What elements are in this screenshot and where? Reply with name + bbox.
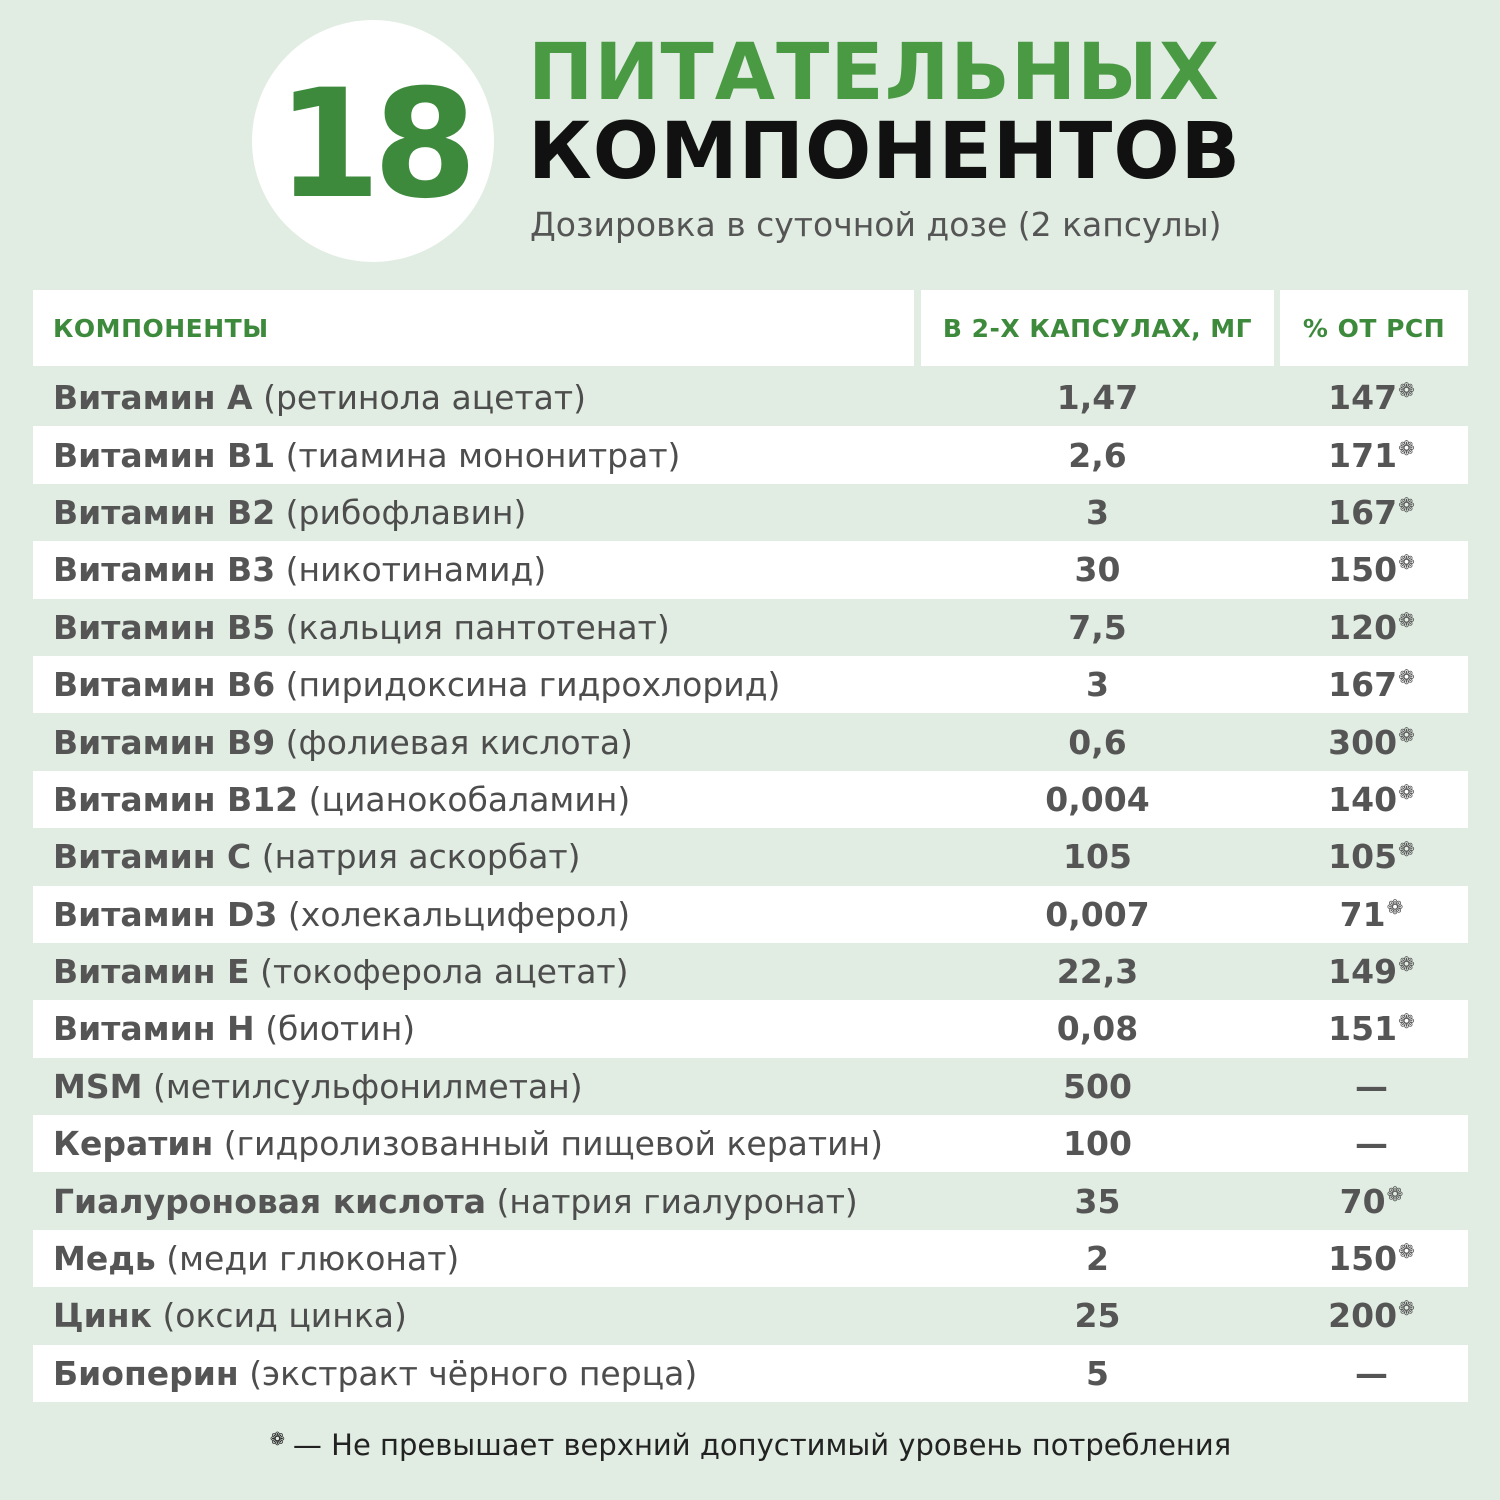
component-form: (пиридоксина гидрохлорид)	[285, 665, 781, 705]
table-row	[33, 426, 1468, 483]
star-icon: ❁	[1398, 952, 1415, 977]
rsp-cell	[1275, 493, 1468, 532]
rsp-cell	[1275, 837, 1468, 876]
rsp-cell	[1275, 1067, 1468, 1106]
component-cell	[33, 665, 920, 704]
rsp-value: 300	[1328, 722, 1398, 762]
amount-cell: 500	[1063, 1066, 1132, 1106]
table-row	[33, 713, 1468, 770]
table-row	[33, 369, 1468, 426]
table-row	[33, 484, 1468, 541]
amount-cell: 0,007	[1045, 894, 1150, 934]
star-icon: ❁	[1398, 837, 1415, 862]
amount-cell: 1,47	[1056, 378, 1139, 418]
component-name: Витамин Е	[53, 952, 250, 992]
header-components: КОМПОНЕНТЫ	[33, 290, 914, 366]
star-icon: ❁	[1398, 722, 1415, 747]
component-cell	[33, 952, 920, 991]
rsp-cell	[1275, 723, 1468, 762]
rsp-value: 147	[1328, 378, 1398, 418]
component-form: (токоферола ацетат)	[260, 952, 629, 992]
amount-cell: 0,6	[1068, 722, 1127, 762]
amount-cell: 2	[1086, 1239, 1109, 1279]
component-name: Цинк	[53, 1296, 152, 1336]
star-icon: ❁	[1398, 435, 1415, 460]
star-icon: ❁	[1398, 1239, 1415, 1264]
rsp-cell	[1275, 895, 1468, 934]
badge-circle	[252, 20, 494, 262]
star-icon: ❁	[1398, 607, 1415, 632]
component-name: Витамин В9	[53, 722, 276, 762]
component-form: (кальция пантотенат)	[285, 607, 670, 647]
component-cell	[33, 1182, 920, 1221]
component-cell	[33, 378, 920, 417]
component-cell	[33, 1239, 920, 1278]
table-row	[33, 828, 1468, 885]
component-form: (меди глюконат)	[166, 1239, 460, 1279]
star-icon: ❁	[1398, 1296, 1415, 1321]
rsp-cell	[1275, 1239, 1468, 1278]
rsp-cell	[1275, 1124, 1468, 1163]
table-row	[33, 886, 1468, 943]
rsp-cell	[1275, 436, 1468, 475]
table-row	[33, 1172, 1468, 1229]
component-cell	[33, 436, 920, 475]
component-cell	[33, 1124, 920, 1163]
header-amount: В 2-Х КАПСУЛАХ, МГ	[921, 290, 1274, 366]
title-line-1: ПИТАТЕЛЬНЫХ	[528, 28, 1221, 118]
component-form: (никотинамид)	[285, 550, 547, 590]
component-name: Витамин Н	[53, 1009, 255, 1049]
component-name: Биоперин	[53, 1353, 239, 1393]
table-header	[33, 290, 1468, 366]
component-name: Витамин С	[53, 837, 252, 877]
component-name: Кератин	[53, 1124, 214, 1164]
rsp-value: 71	[1339, 894, 1386, 934]
table-row	[33, 1345, 1468, 1402]
rsp-cell	[1275, 1182, 1468, 1221]
rsp-value: 171	[1328, 435, 1398, 475]
component-cell	[33, 1067, 920, 1106]
rsp-value: 70	[1339, 1181, 1386, 1221]
rsp-value: 200	[1328, 1296, 1398, 1336]
table-row	[33, 1115, 1468, 1172]
component-form: (натрия гиалуронат)	[496, 1181, 858, 1221]
table-row	[33, 656, 1468, 713]
component-cell	[33, 780, 920, 819]
table-row	[33, 1000, 1468, 1057]
title-line-2: КОМПОНЕНТОВ	[528, 107, 1242, 197]
component-form: (гидролизованный пищевой кератин)	[223, 1124, 884, 1164]
amount-cell: 100	[1063, 1124, 1132, 1164]
rsp-value: 149	[1328, 952, 1398, 992]
rsp-cell	[1275, 550, 1468, 589]
table-row	[33, 943, 1468, 1000]
component-form: (метилсульфонилметан)	[152, 1066, 583, 1106]
table-row	[33, 1058, 1468, 1115]
star-icon: ❁	[1386, 1181, 1404, 1206]
component-name: Медь	[53, 1239, 156, 1279]
footnote-star-icon: ❁	[269, 1429, 285, 1450]
rsp-value: —	[1355, 1124, 1388, 1164]
rsp-cell	[1275, 608, 1468, 647]
component-cell	[33, 493, 920, 532]
footnote-text: — Не превышает верхний допустимый уровень потребления	[292, 1428, 1232, 1462]
amount-cell: 0,004	[1045, 779, 1150, 819]
amount-cell: 7,5	[1068, 607, 1127, 647]
nutrient-table	[33, 290, 1468, 1402]
component-form: (экстракт чёрного перца)	[249, 1353, 698, 1393]
component-cell	[33, 1009, 920, 1048]
amount-cell: 35	[1074, 1181, 1121, 1221]
rsp-cell	[1275, 378, 1468, 417]
component-form: (ретинола ацетат)	[263, 378, 587, 418]
star-icon: ❁	[1398, 378, 1415, 403]
rsp-value: 150	[1328, 1239, 1398, 1279]
star-icon: ❁	[1386, 894, 1404, 919]
subtitle: Дозировка в суточной дозе (2 капсулы)	[530, 205, 1222, 244]
component-form: (тиамина мононитрат)	[285, 435, 681, 475]
component-cell	[33, 723, 920, 762]
component-cell	[33, 895, 920, 934]
rsp-value: 140	[1328, 779, 1398, 819]
table-row	[33, 771, 1468, 828]
rsp-cell	[1275, 1296, 1468, 1335]
component-form: (биотин)	[265, 1009, 416, 1049]
rsp-cell	[1275, 1009, 1468, 1048]
rsp-value: 151	[1328, 1009, 1398, 1049]
star-icon: ❁	[1398, 779, 1415, 804]
header-rsp: % ОТ РСП	[1280, 290, 1468, 366]
rsp-cell	[1275, 1354, 1468, 1393]
star-icon: ❁	[1398, 665, 1415, 690]
amount-cell: 22,3	[1056, 952, 1139, 992]
table-row	[33, 1287, 1468, 1344]
table-row	[33, 599, 1468, 656]
component-name: Витамин В3	[53, 550, 276, 590]
component-cell	[33, 837, 920, 876]
component-form: (рибофлавин)	[285, 492, 527, 532]
component-form: (холекальциферол)	[287, 894, 631, 934]
component-name: Витамин D3	[53, 894, 278, 934]
component-name: Витамин В12	[53, 779, 299, 819]
component-name: Витамин В6	[53, 665, 276, 705]
rsp-value: 105	[1328, 837, 1398, 877]
table-row	[33, 1230, 1468, 1287]
star-icon: ❁	[1398, 550, 1415, 575]
table-row	[33, 541, 1468, 598]
footnote	[0, 1428, 1500, 1462]
amount-cell: 30	[1074, 550, 1121, 590]
rsp-value: 167	[1328, 665, 1398, 705]
amount-cell: 3	[1086, 665, 1109, 705]
table-body	[33, 369, 1468, 1402]
component-name: Витамин В1	[53, 435, 276, 475]
component-cell	[33, 608, 920, 647]
amount-cell: 25	[1074, 1296, 1121, 1336]
component-name: MSM	[53, 1066, 143, 1106]
component-form: (цианокобаламин)	[308, 779, 631, 819]
rsp-cell	[1275, 952, 1468, 991]
rsp-value: 167	[1328, 492, 1398, 532]
rsp-value: 150	[1328, 550, 1398, 590]
star-icon: ❁	[1398, 1009, 1415, 1034]
rsp-value: —	[1355, 1066, 1388, 1106]
rsp-cell	[1275, 665, 1468, 704]
component-name: Витамин В5	[53, 607, 276, 647]
amount-cell: 105	[1063, 837, 1132, 877]
rsp-value: —	[1355, 1353, 1388, 1393]
component-name: Витамин А	[53, 378, 253, 418]
rsp-value: 120	[1328, 607, 1398, 647]
component-name: Гиалуроновая кислота	[53, 1181, 487, 1221]
component-cell	[33, 550, 920, 589]
component-cell	[33, 1354, 920, 1393]
amount-cell: 2,6	[1068, 435, 1127, 475]
component-cell	[33, 1296, 920, 1335]
component-form: (натрия аскорбат)	[261, 837, 581, 877]
star-icon: ❁	[1398, 492, 1415, 517]
badge-number: 18	[276, 58, 470, 232]
amount-cell: 0,08	[1056, 1009, 1139, 1049]
rsp-cell	[1275, 780, 1468, 819]
amount-cell: 3	[1086, 492, 1109, 532]
component-form: (оксид цинка)	[162, 1296, 407, 1336]
component-form: (фолиевая кислота)	[285, 722, 633, 762]
amount-cell: 5	[1086, 1353, 1109, 1393]
component-name: Витамин В2	[53, 492, 276, 532]
